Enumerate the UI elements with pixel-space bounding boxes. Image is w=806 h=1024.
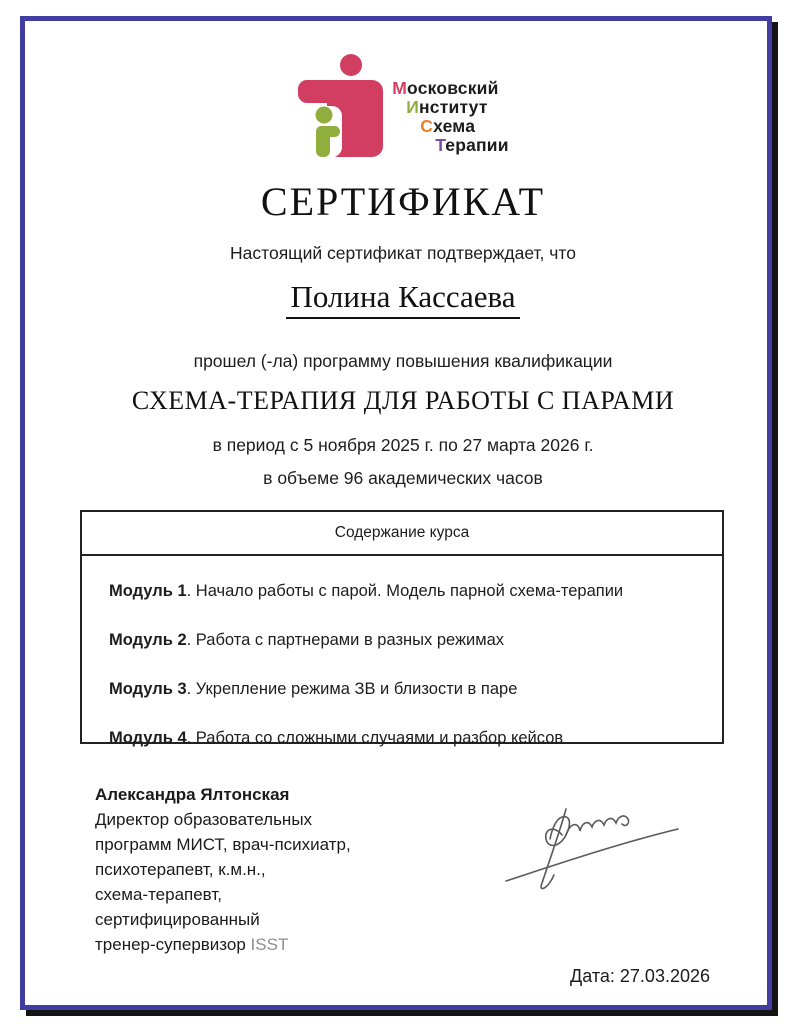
signer-name: Александра Ялтонская	[95, 785, 290, 804]
program-volume: в объеме 96 академических часов	[263, 468, 543, 488]
logo-line	[406, 98, 508, 117]
course-table-header: Содержание курса	[82, 512, 722, 556]
signer-title-line	[95, 932, 351, 957]
signer-title-line: Директор образовательных	[95, 810, 313, 829]
signer-title-line: психотерапевт, к.м.н.,	[95, 860, 266, 879]
signer-title-line: сертифицированный	[95, 910, 260, 929]
signer-title-line: схема-терапевт,	[95, 885, 222, 904]
logo-line-rest: осковский	[407, 78, 499, 98]
module-text: . Работа со сложными случаями и разбор кейсов	[186, 729, 564, 747]
course-content-table	[80, 510, 724, 747]
signer-title-tail: тренер-супервизор	[95, 935, 251, 954]
institute-logo-wordmark	[392, 54, 508, 155]
certificate-title: СЕРТИФИКАТ	[260, 179, 546, 224]
logo-initial: И	[406, 97, 420, 117]
table-row	[109, 680, 704, 699]
module-text: . Укрепление режима ЗВ и близости в паре	[186, 680, 518, 698]
signer-title-line: программ МИСТ, врач-психиатр,	[95, 835, 351, 854]
institute-logo	[0, 54, 806, 157]
module-label: Модуль 1	[109, 582, 187, 600]
logo-initial: Т	[435, 135, 446, 155]
recipient-name-row	[0, 279, 806, 319]
module-text: . Работа с партнерами в разных режимах	[186, 631, 505, 649]
logo-line-rest: ерапии	[445, 135, 509, 155]
table-row	[109, 582, 704, 601]
logo-line-rest: нститут	[419, 97, 488, 117]
logo-initial: М	[392, 78, 408, 98]
recipient-name: Полина Кассаева	[286, 279, 519, 319]
handwritten-signature	[500, 795, 760, 890]
program-period: в период с 5 ноября 2025 г. по 27 марта 2026 г.	[212, 435, 594, 455]
two-figures-logo-icon	[297, 54, 383, 157]
module-label: Модуль 2	[109, 631, 187, 649]
confirmation-statement: Настоящий сертификат подтверждает, что	[230, 243, 576, 263]
course-table-body	[82, 556, 722, 748]
logo-initial: С	[420, 116, 434, 136]
table-row	[109, 631, 704, 650]
logo-line	[392, 79, 508, 98]
isst-label: ISST	[250, 935, 289, 954]
table-row	[109, 729, 704, 748]
signer-block	[95, 782, 351, 957]
module-text: . Начало работы с парой. Модель парной схема-терапии	[186, 582, 624, 600]
module-label: Модуль 3	[109, 680, 187, 698]
module-label: Модуль 4	[109, 729, 187, 747]
program-completion-line: прошел (-ла) программу повышения квалификации	[193, 351, 613, 371]
logo-line-rest: хема	[433, 116, 476, 136]
logo-line	[420, 117, 508, 136]
logo-line	[435, 136, 508, 155]
program-title: СХЕМА-ТЕРАПИЯ ДЛЯ РАБОТЫ С ПАРАМИ	[131, 386, 675, 415]
issue-date: Дата: 27.03.2026	[570, 966, 710, 986]
